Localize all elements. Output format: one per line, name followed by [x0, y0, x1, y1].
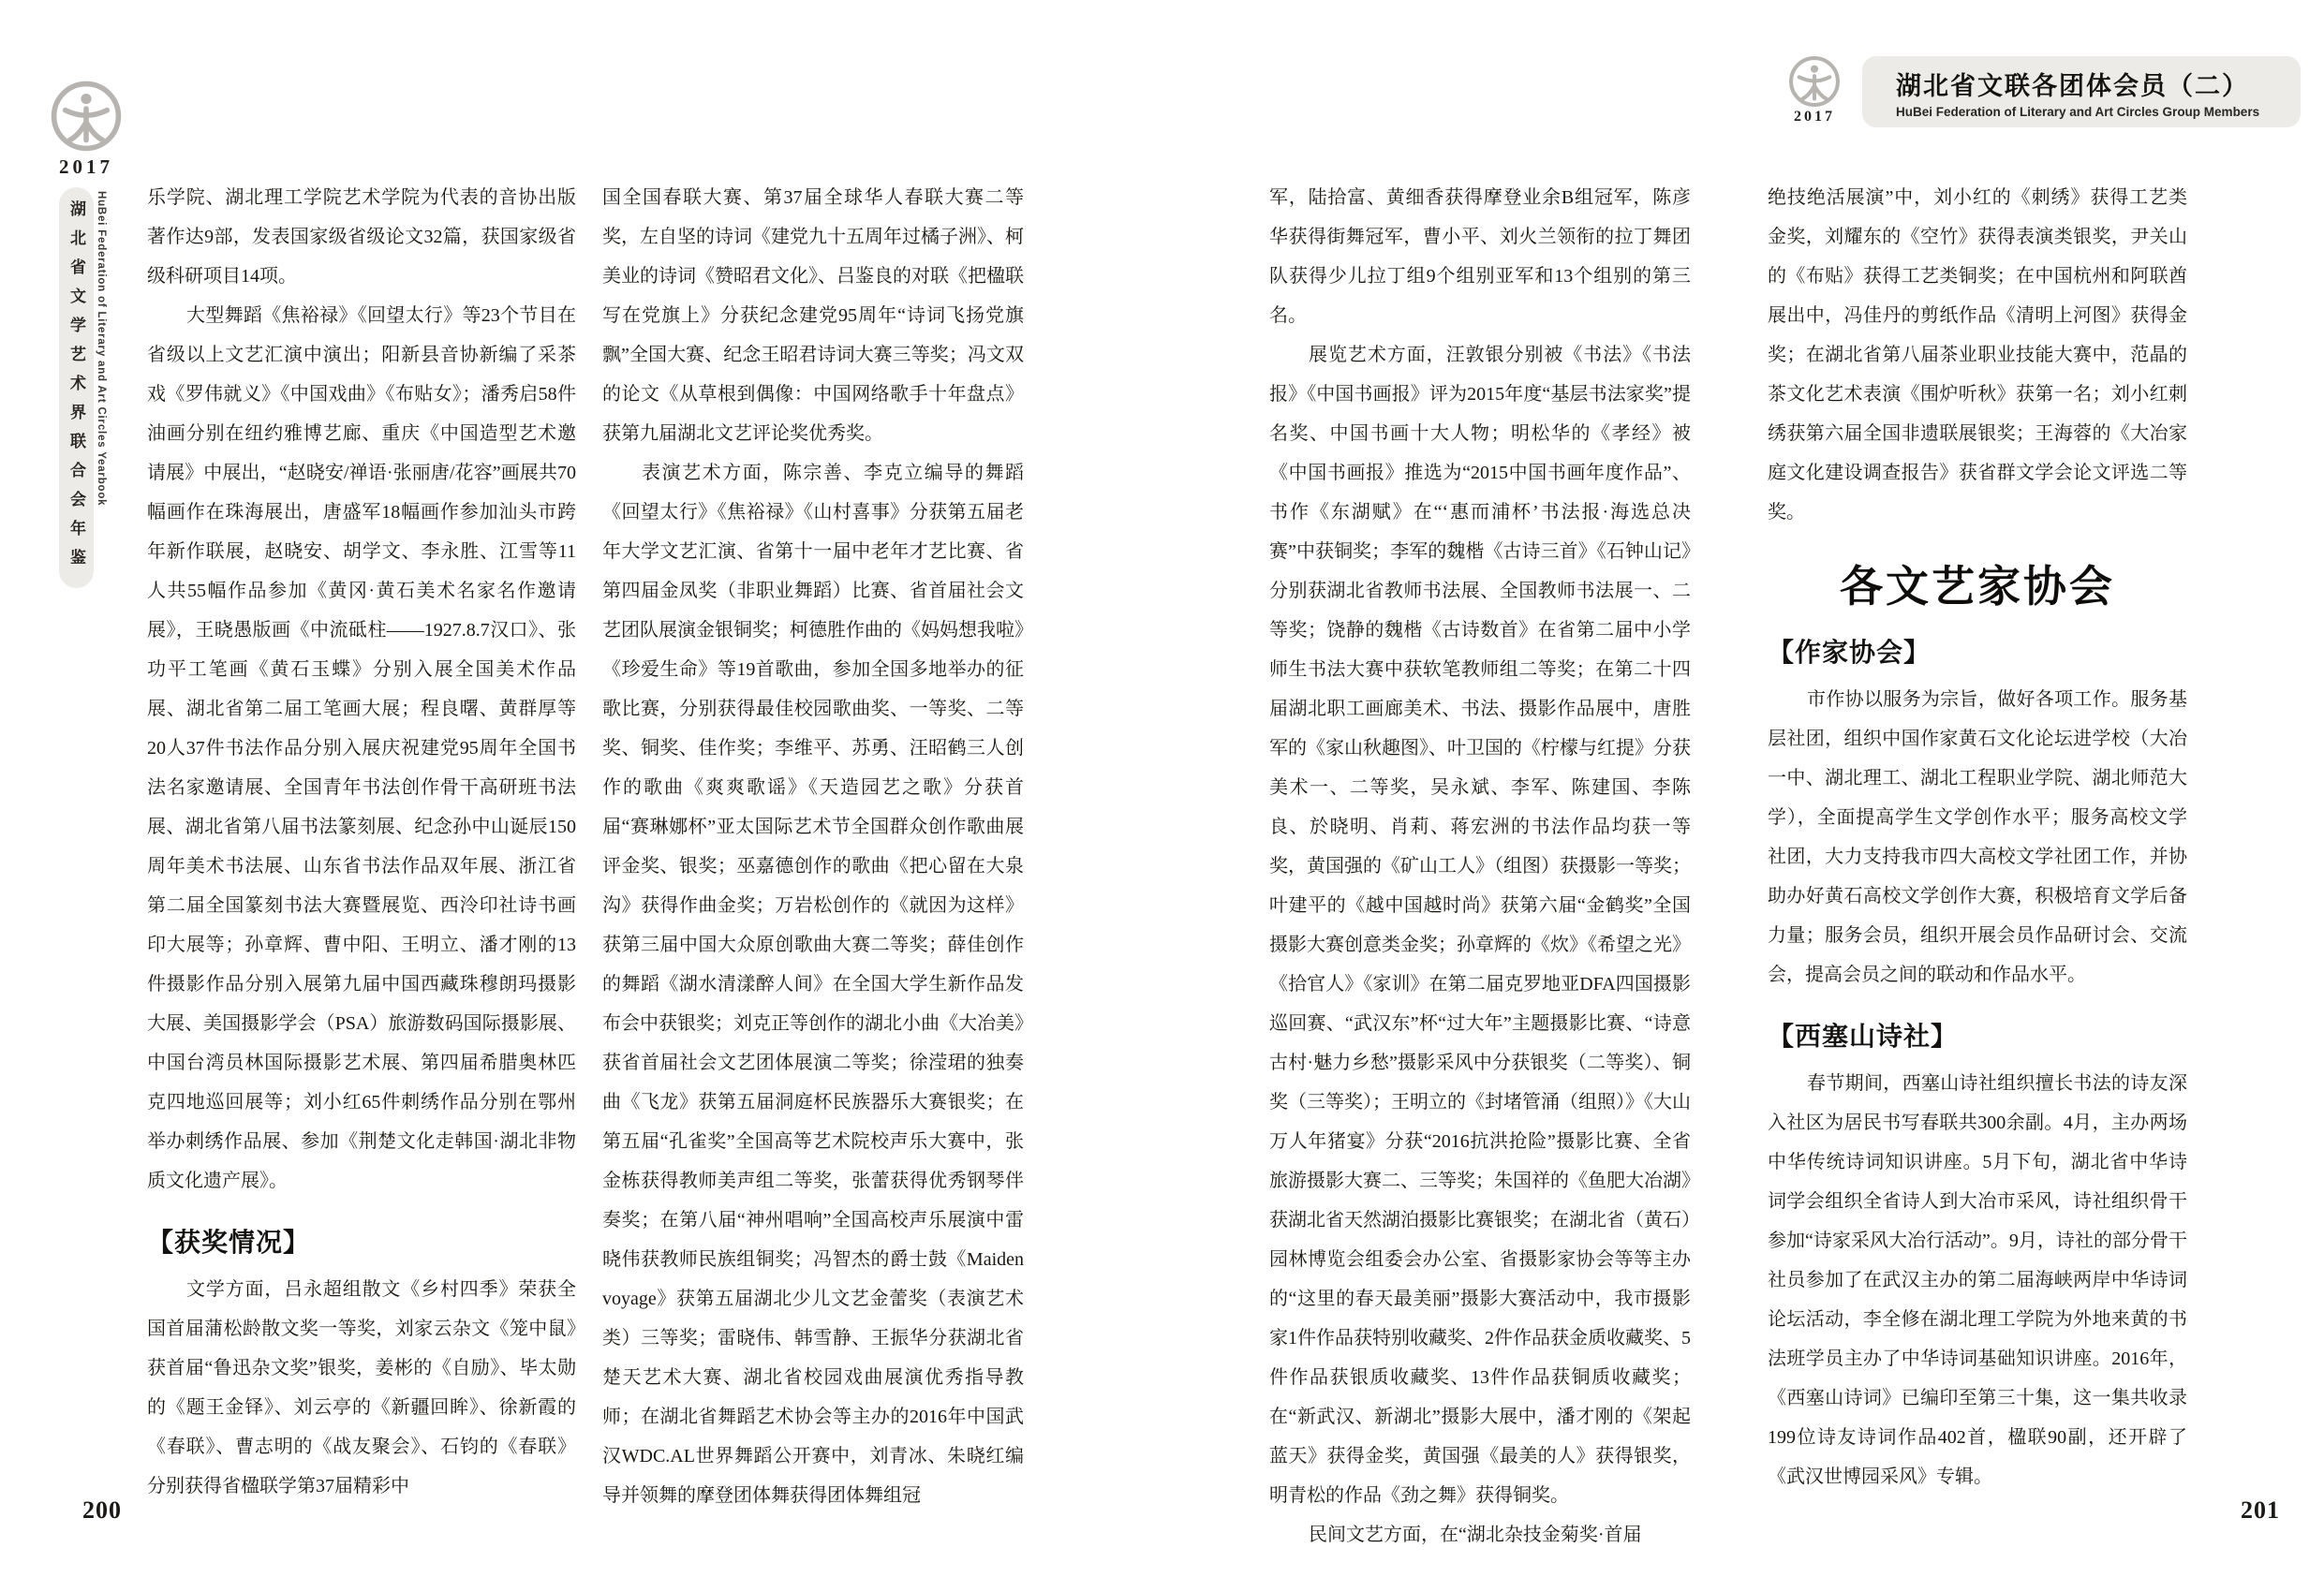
section-heading-writers-association: 【作家协会】: [1768, 638, 1932, 667]
chapter-year: 2017: [1794, 109, 1835, 125]
paragraph-continuation: 军，陆拾富、黄细香获得摩登业余B组冠军，陈彦华获得街舞冠军，曹小平、刘火兰领衔的拉丁舞团队获得少儿拉丁组9个组别亚军和13个组别的第三名。: [1269, 187, 1691, 326]
section-heading-xisaishan-poetry-society: 【西塞山诗社】: [1768, 1022, 1959, 1051]
paragraph: 展览艺术方面，汪敦银分别被《书法》《书法报》《中国书画报》评为2015年度“基层书法家奖”提名奖、中国书画十大人物；明松华的《孝经》被《中国书画报》推选为“2015中国书画年度作品”、书作《东湖赋》在“‘惠而浦杯’书法报·海选总决赛”中获铜奖；李军的魏楷《古诗三首》《石钟山记》分别获湖北省教师书法展、全国教师书法展一、二等奖；饶静的魏楷《古诗数首》在省第二届中小学师生书法大赛中获软笔教师组二等奖；在第二十四届湖北职工画廊美术、书法、摄影作品展中，唐胜军的《家山秋趣图》、叶卫国的《柠檬与红提》分获美术一、二等奖，吴永斌、李军、陈建国、李陈良、於晓明、肖莉、蒋宏洲的书法作品均获一等奖，黄国强的《矿山工人》（组图）获摄影一等奖；叶建平的《越中国越时尚》获第六届“金鹤奖”全国摄影大赛创意类金奖；孙章辉的《炊》《希望之光》《拾官人》《家训》在第二届克罗地亚DFA四国摄影巡回赛、“武汉东”杯“过大年”主题摄影比赛、“诗意古村·魅力乡愁”摄影采风中分获银奖（二等奖）、铜奖（三等奖）；王明立的《封堵管涌（组照）》《大山万人年猪宴》分获“2016抗洪抢险”摄影比赛、全省旅游摄影大赛二、三等奖；朱国祥的《鱼肥大冶湖》获湖北省天然湖泊摄影比赛银奖；在湖北省（黄石）园林博览会组委会办公室、省摄影家协会等等主办的“这里的春天最美丽”摄影大赛活动中，我市摄影家1件作品获特别收藏奖、2件作品获金质收藏奖、5件作品获银质收藏奖、13件作品获铜质收藏奖；在“新武汉、新湖北”摄影大展中，潘才刚的《架起蓝天》获得金奖，黄国强《最美的人》获得银奖，明青松的作品《劲之舞》获得铜奖。: [1269, 345, 1691, 1506]
paragraph: 大型舞蹈《焦裕禄》《回望太行》等23个节目在省级以上文艺汇演中演出；阳新县音协新编了采茶戏《罗伟就义》《中国戏曲》《布贴女》；潘秀启58件油画分别在纽约雅博艺廊、重庆《中国造型艺术邀请展》中展出，“赵晓安/禅语·张丽唐/花容”画展共70幅画作在珠海展出，唐盛军18幅画作参加汕头市跨年新作联展，赵晓安、胡学文、李永胜、江雪等11人共55幅作品参加《黄冈·黄石美术名家名作邀请展》，王晓愚版画《中流砥柱——1927.8.7汉口》、张功平工笔画《黄石玉蝶》分别入展全国美术作品展、湖北省第二届工笔画大展；程良曙、黄群厚等20人37件书法作品分别入展庆祝建党95周年全国书法名家邀请展、全国青年书法创作骨干高研班书法展、湖北省第八届书法篆刻展、纪念孙中山诞辰150周年美术书法展、山东省书法作品双年展、浙江省第二届全国篆刻书法大赛暨展览、西泠印社诗书画印大展等；孙章辉、曹中阳、王明立、潘才刚的13件摄影作品分别入展第九届中国西藏珠穆朗玛摄影大展、美国摄影学会（PSA）旅游数码国际摄影展、中国台湾员林国际摄影艺术展、第四届希腊奥林匹克四地巡回展等；刘小红65件刺绣作品分别在鄂州举办刺绣作品展、参加《荆楚文化走韩国·湖北非物质文化遗产展》。: [147, 305, 576, 1191]
yearbook-year: 2017: [59, 155, 113, 178]
paragraph-continuation: 国全国春联大赛、第37届全球华人春联大赛二等奖，左自坚的诗词《建党九十五周年过橘子洲》、柯美业的诗词《赞昭君文化》、吕鉴良的对联《把楹联写在党旗上》分获纪念建党95周年“诗词飞扬党旗飘”全国大赛、纪念王昭君诗词大赛三等奖；冯文双的论文《从草根到偶像：中国网络歌手十年盘点》获第九届湖北文艺评论奖优秀奖。: [602, 187, 1024, 444]
paragraph: 春节期间，西塞山诗社组织擅长书法的诗友深入社区为居民书写春联共300余副。4月，主办两场中华传统诗词知识讲座。5月下旬，湖北省中华诗词学会组织全省诗人到大冶市采风，诗社组织骨干参加“诗家采风大冶行活动”。9月，诗社的部分骨干社员参加了在武汉主办的第二届海峡两岸中华诗词论坛活动，李全修在湖北理工学院为外地来黄的书法班学员主办了中华诗词基础知识讲座。2016年，《西塞山诗词》已编印至第三十集，这一集共收录199位诗友诗词作品402首，楹联90副，还开辟了《武汉世博园采风》专辑。: [1768, 1073, 2187, 1487]
paragraph: 民间文艺方面，在“湖北杂技金菊奖·首届: [1309, 1525, 1642, 1545]
page-number-right: 201: [2241, 1496, 2280, 1524]
chapter-branding: [1784, 54, 1844, 125]
chapter-header: [1862, 56, 2301, 127]
yearbook-branding: [49, 79, 124, 179]
page200-column2: [602, 178, 1024, 1515]
paragraph: 表演艺术方面，陈宗善、李克立编导的舞蹈《回望太行》《焦裕禄》《山村喜事》分获第五届老年大学文艺汇演、省第十一届中老年才艺比赛、省第四届金凤奖（非职业舞蹈）比赛、省首届社会文艺团队展演金银铜奖；柯德胜作曲的《妈妈想我啦》《珍爱生命》等19首歌曲，参加全国多地举办的征歌比赛，分别获得最佳校园歌曲奖、一等奖、二等奖、铜奖、佳作奖；李维平、苏勇、汪昭鹤三人创作的歌曲《爽爽歌谣》《天造园艺之歌》分获首届“赛琳娜杯”亚太国际艺术节全国群众创作歌曲展评金奖、银奖；巫嘉德创作的歌曲《把心留在大泉沟》获得作曲金奖；万岩松创作的《就因为这样》获第三届中国大众原创歌曲大赛二等奖；薛佳创作的舞蹈《湖水清漾醉人间》在全国大学生新作品发布会中获银奖；刘克正等创作的湖北小曲《大冶美》获省首届社会文艺团体展演二等奖；徐滢珺的独奏曲《飞龙》获第五届洞庭杯民族器乐大赛银奖；在第五届“孔雀奖”全国高等艺术院校声乐大赛中，张金栋获得教师美声组二等奖，张蕾获得优秀钢琴伴奏奖；在第八届“神州唱响”全国高校声乐展演中雷晓伟获教师民族组铜奖；冯智杰的爵士鼓《Maiden voyage》获第五届湖北少儿文艺金蕾奖（表演艺术类）三等奖；雷晓伟、韩雪静、王振华分获湖北省楚天艺术大赛、湖北省校园戏曲展演优秀指导教师；在湖北省舞蹈艺术协会等主办的2016年中国武汉WDC.AL世界舞蹈公开赛中，刘青冰、朱晓红编导并领舞的摩登团体舞获得团体舞组冠: [602, 463, 1024, 1506]
page201-column2: [1768, 178, 2187, 1496]
chapter-section-title: 各文艺家协会: [1840, 562, 2115, 611]
section-heading-awards: 【获奖情况】: [147, 1228, 311, 1257]
flc-logo-icon: [1784, 54, 1844, 109]
yearbook-title-strip: [59, 187, 94, 588]
paragraph-continuation: 乐学院、湖北理工学院艺术学院为代表的音协出版著作达9部，发表国家级省级论文32篇，获国家级省级科研项目14项。: [147, 187, 576, 287]
paragraph-continuation: 绝技绝活展演”中，刘小红的《刺绣》获得工艺类金奖，刘耀东的《空竹》获得表演类银奖，尹关山的《布贴》获得工艺类铜奖；在中国杭州和阿联酋展出中，冯佳丹的剪纸作品《清明上河图》获得金奖；在湖北省第八届茶业职业技能大赛中，范晶的茶文化艺术表演《围炉听秋》获第一名；刘小红刺绣获第六届全国非遗联展银奖；王海蓉的《大冶家庭文化建设调查报告》获省群文学会论文评选二等奖。: [1768, 187, 2187, 523]
chapter-title: 湖北省文联各团体会员（二）: [1896, 72, 2249, 100]
paragraph: 市作协以服务为宗旨，做好各项工作。服务基层社团，组织中国作家黄石文化论坛进学校（大冶一中、湖北理工、湖北工程职业学院、湖北师范大学），全面提高学生文学创作水平；服务高校文学社团，大力支持我市四大高校文学社团工作，并协助办好黄石高校文学创作大赛，积极培育文学后备力量；服务会员，组织开展会员作品研讨会、交流会，提高会员之间的联动和作品水平。: [1768, 689, 2187, 985]
page-number-left: 200: [82, 1496, 122, 1524]
yearbook-title-cn: 湖北省文学艺术界联合会年鉴: [67, 200, 85, 578]
yearbook-title-en: HuBei Federation of Literary and Art Circles Yearbook: [96, 191, 107, 507]
paragraph: 文学方面，吕永超组散文《乡村四季》荣获全国首届蒲松龄散文奖一等奖，刘家云杂文《笼中鼠》获首届“鲁迅杂文奖”银奖，姜彬的《自励》、毕太勋的《题王金铎》、刘云亭的《新疆回眸》、徐新霞的《春联》、曹志明的《战友聚会》、石钧的《春联》分别获得省楹联学第37届精彩中: [147, 1279, 576, 1496]
chapter-title-en: HuBei Federation of Literary and Art Circles Group Members: [1896, 105, 2260, 119]
flc-logo-icon: [49, 79, 124, 154]
page201-column1: [1269, 178, 1691, 1555]
page200-column1: [147, 178, 576, 1506]
